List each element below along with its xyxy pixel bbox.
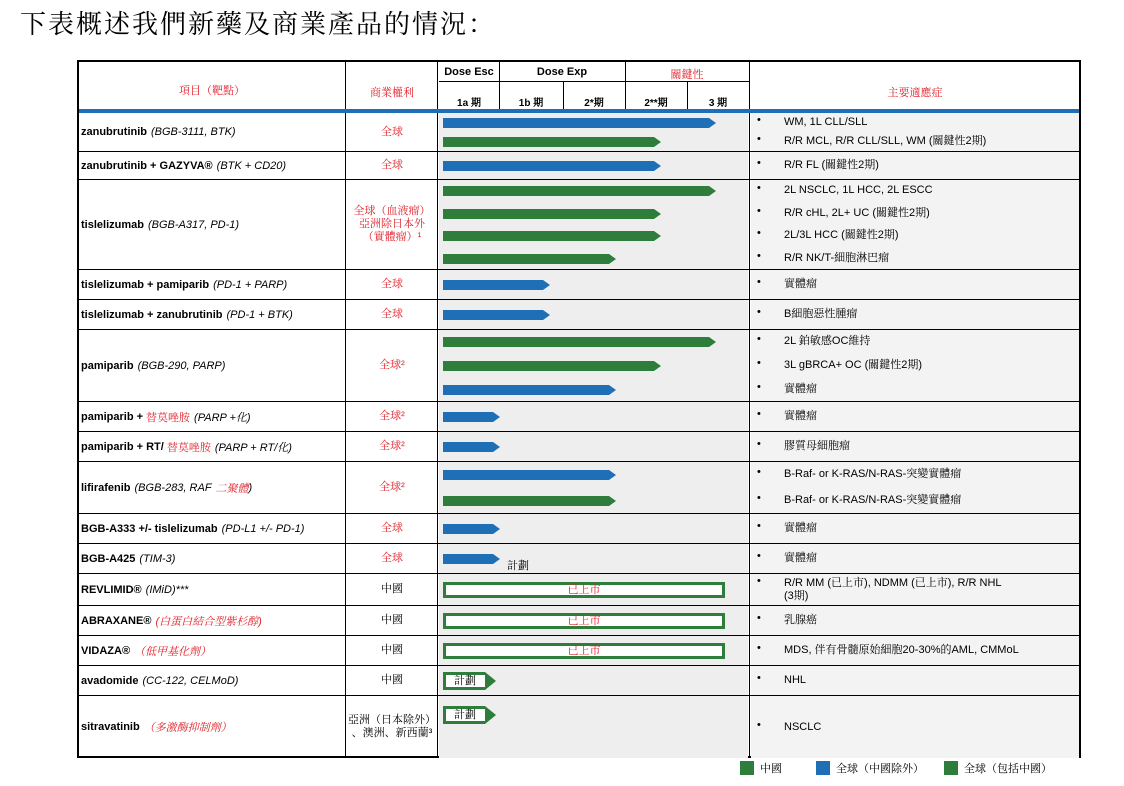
header-pivotal: 關鍵性 xyxy=(670,69,704,81)
phase-bar xyxy=(443,496,609,506)
indication-text: WM, 1L CLL/SLL xyxy=(784,115,868,128)
rights-cell: 全球 xyxy=(381,278,403,290)
table-row xyxy=(79,461,1079,513)
phase-bar xyxy=(443,337,709,347)
project-name: tislelizumab (BGB-A317, PD-1) xyxy=(81,218,240,231)
indication-text: 2L NSCLC, 1L HCC, 2L ESCC xyxy=(784,184,933,197)
bullet: • xyxy=(757,276,761,288)
legend-item xyxy=(740,760,782,776)
legend-label: 中國 xyxy=(760,763,782,775)
header-phase-3: 3 期 xyxy=(708,98,728,109)
phase-bar xyxy=(443,554,493,564)
header-dose-esc: Dose Esc xyxy=(444,66,494,78)
indication-text: 實體瘤 xyxy=(784,278,817,290)
rights-cell: 全球 xyxy=(381,552,403,564)
bullet: • xyxy=(757,132,761,145)
project-name: tislelizumab + pamiparib (PD-1 + PARP) xyxy=(81,278,288,291)
indication-text: 3L gBRCA+ OC (關鍵性2期) xyxy=(784,359,923,371)
indication-text: MDS, 伴有骨髓原始細胞20-30%的AML, CMMoL xyxy=(784,644,1019,656)
phase-bar xyxy=(443,209,654,219)
table-row xyxy=(79,665,1079,695)
rights-cell: 全球（血液瘤） 亞洲除日本外 （實體瘤）¹ xyxy=(353,205,431,243)
legend-label: 全球（包括中國） xyxy=(964,763,1052,775)
rights-cell: 亞洲（日本除外） 、澳洲、新西蘭³ xyxy=(348,714,436,739)
indication-text: 實體瘤 xyxy=(784,383,817,395)
header-indication: 主要適應症 xyxy=(887,87,943,99)
project-name: BGB-A333 +/- tislelizumab (PD-L1 +/- PD-1) xyxy=(81,522,305,535)
table-row xyxy=(79,151,1079,179)
indication-text: B-Raf- or K-RAS/N-RAS-突變實體瘤 xyxy=(784,468,962,480)
table-row xyxy=(79,513,1079,543)
bullet: • xyxy=(757,182,761,195)
phase-bar xyxy=(443,231,654,241)
header-dose-exp: Dose Exp xyxy=(536,66,588,78)
rights-cell: 中國 xyxy=(381,674,403,686)
indication-text: NSCLC xyxy=(784,720,822,733)
rights-cell: 全球 xyxy=(381,522,403,534)
planned-label: 計劃 xyxy=(507,560,529,572)
table-row xyxy=(79,635,1079,665)
project-name: pamiparib (BGB-290, PARP) xyxy=(81,359,226,372)
phase-bar xyxy=(443,524,493,534)
pipeline-table xyxy=(77,60,1081,758)
phase-bar xyxy=(443,442,493,452)
project-name: VIDAZA® （低甲基化劑） xyxy=(81,644,212,658)
bullet: • xyxy=(757,204,761,217)
table-row xyxy=(79,299,1079,329)
bullet: • xyxy=(757,227,761,240)
table-row xyxy=(79,431,1079,461)
bullet: • xyxy=(757,113,761,126)
header-rights: 商業權利 xyxy=(370,87,414,99)
legend-swatch xyxy=(944,761,958,775)
bullet: • xyxy=(757,642,761,654)
rights-cell: 全球² xyxy=(379,359,405,371)
indication-text: 實體瘤 xyxy=(784,410,817,422)
project-name: ABRAXANE® (白蛋白結合型紫杉醇) xyxy=(81,614,262,628)
legend-swatch xyxy=(740,761,754,775)
legend-item xyxy=(816,760,924,776)
rights-cell: 中國 xyxy=(381,583,403,595)
project-name: pamiparib + 替莫唑胺 (PARP +化) xyxy=(81,410,251,424)
bullet: • xyxy=(757,492,761,504)
legend-label: 全球（中國除外） xyxy=(836,763,924,775)
bullet: • xyxy=(757,438,761,450)
indication-text: 2L 鉑敏感OC維持 xyxy=(784,335,871,347)
phase-bar xyxy=(443,361,654,371)
phase-bar xyxy=(443,254,609,264)
rights-cell: 中國 xyxy=(381,614,403,626)
table-row xyxy=(79,695,1079,758)
indication-text: (3期) xyxy=(784,590,809,602)
project-name: zanubrutinib (BGB-3111, BTK) xyxy=(81,126,236,138)
legend-item xyxy=(944,760,1052,776)
table-row xyxy=(79,269,1079,299)
phase-bar xyxy=(443,412,493,422)
phase-bar xyxy=(443,186,709,196)
indication-text: R/R MM (已上市), NDMM (已上市), R/R NHL xyxy=(784,577,1002,589)
table-row xyxy=(79,179,1079,269)
phase-bar xyxy=(443,137,654,147)
rights-cell: 全球² xyxy=(379,410,405,422)
bullet: • xyxy=(757,466,761,478)
page-title: 下表概述我們新藥及商業產品的情況： xyxy=(20,10,497,40)
indication-text: B-Raf- or K-RAS/N-RAS-突變實體瘤 xyxy=(784,494,962,506)
table-row xyxy=(79,605,1079,635)
marketed-bar: 已上市 xyxy=(443,582,725,598)
table-row xyxy=(79,573,1079,605)
indication-text: NHL xyxy=(784,674,807,686)
project-name: lifirafenib (BGB-283, RAF 二聚體 ) xyxy=(81,481,253,495)
table-row xyxy=(79,113,1079,151)
project-name: tislelizumab + zanubrutinib (PD-1 + BTK) xyxy=(81,308,293,321)
legend-swatch xyxy=(816,761,830,775)
rights-cell: 中國 xyxy=(381,644,403,656)
bullet: • xyxy=(757,381,761,393)
bullet: • xyxy=(757,718,761,731)
header-phase-2p: 2**期 xyxy=(644,98,668,109)
project-name: sitravatinib （多激酶抑制劑） xyxy=(81,721,232,734)
rights-cell: 全球 xyxy=(381,159,403,171)
indication-text: 實體瘤 xyxy=(784,522,817,534)
table-row xyxy=(79,401,1079,431)
indication-text: B細胞惡性腫瘤 xyxy=(784,308,858,320)
bullet: • xyxy=(757,575,761,587)
rights-cell: 全球 xyxy=(381,308,403,320)
phase-bar xyxy=(443,385,609,395)
bullet: • xyxy=(757,672,761,684)
bullet: • xyxy=(757,249,761,262)
header-project: 項目（靶點） xyxy=(179,85,245,97)
indication-text: 膠質母細胞瘤 xyxy=(784,440,850,452)
indication-text: 實體瘤 xyxy=(784,552,817,564)
marketed-bar: 已上市 xyxy=(443,613,725,629)
marketed-bar: 已上市 xyxy=(443,643,725,659)
indication-text: R/R NK/T-細胞淋巴瘤 xyxy=(784,251,890,264)
bullet: • xyxy=(757,157,761,169)
phase-bar xyxy=(443,470,609,480)
bullet: • xyxy=(757,520,761,532)
indication-text: R/R cHL, 2L+ UC (關鍵性2期) xyxy=(784,206,930,219)
indication-text: 乳腺癌 xyxy=(784,614,817,626)
rights-cell: 全球² xyxy=(379,481,405,493)
indication-text: R/R MCL, R/R CLL/SLL, WM (關鍵性2期) xyxy=(784,134,987,147)
phase-bar xyxy=(443,161,654,171)
indication-text: 2L/3L HCC (關鍵性2期) xyxy=(784,229,899,242)
bullet: • xyxy=(757,306,761,318)
bullet: • xyxy=(757,333,761,345)
project-name: zanubrutinib + GAZYVA® (BTK + CD20) xyxy=(81,159,287,172)
project-name: avadomide (CC-122, CELMoD) xyxy=(81,674,239,687)
project-name: BGB-A425 (TIM-3) xyxy=(81,552,176,565)
bullet: • xyxy=(757,408,761,420)
project-name: REVLIMID® (IMiD)*** xyxy=(81,583,189,596)
bullet: • xyxy=(757,357,761,369)
bullet: • xyxy=(757,550,761,562)
phase-bar xyxy=(443,118,709,128)
planned-arrow: 計劃 xyxy=(443,706,485,724)
rights-cell: 全球 xyxy=(381,125,403,138)
phase-bar xyxy=(443,310,543,320)
phase-bar xyxy=(443,280,543,290)
planned-arrow: 計劃 xyxy=(443,672,485,690)
indication-text: R/R FL (關鍵性2期) xyxy=(784,159,879,171)
header-phase-1a: 1a 期 xyxy=(457,98,481,109)
header-phase-2: 2*期 xyxy=(584,98,604,109)
project-name: pamiparib + RT/ 替莫唑胺 (PARP + RT/化) xyxy=(81,440,292,454)
rights-cell: 全球² xyxy=(379,440,405,452)
table-row xyxy=(79,329,1079,401)
bullet: • xyxy=(757,612,761,624)
header-phase-1b: 1b 期 xyxy=(518,98,544,109)
table-row xyxy=(79,543,1079,573)
